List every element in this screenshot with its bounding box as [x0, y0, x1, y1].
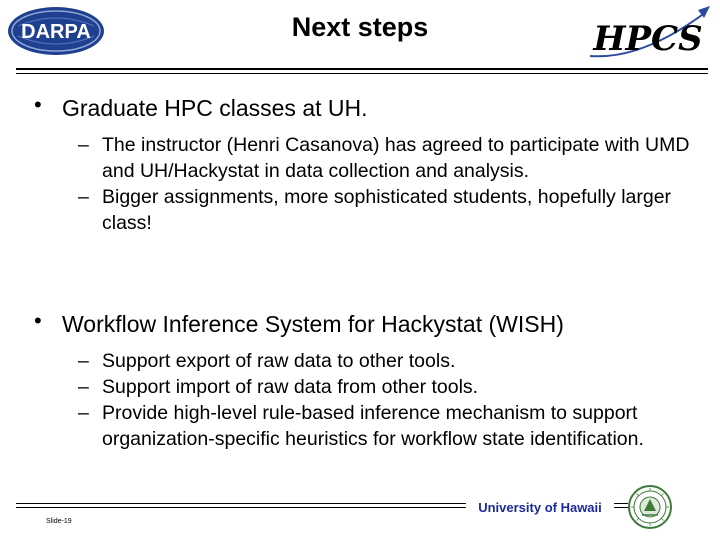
sub-item — [0, 400, 714, 452]
header-rule-thin — [16, 73, 708, 74]
sub-item-text: Support import of raw data from other tools. — [102, 376, 479, 398]
footer-organization: University of Hawaii — [466, 498, 614, 518]
bullet-text: Workflow Inference System for Hackystat (WISH) — [62, 311, 564, 337]
dash-icon: – — [78, 134, 89, 156]
dash-icon: – — [78, 376, 89, 398]
darpa-logo-text: DARPA — [21, 21, 91, 43]
hpcs-logo-text: HPCS — [593, 19, 703, 59]
dash-icon: – — [78, 402, 89, 424]
dash-icon: – — [78, 350, 89, 372]
sub-item — [0, 374, 714, 400]
bullet-dot-icon: • — [34, 92, 42, 117]
bullet-dot-icon: • — [34, 308, 42, 333]
sub-item — [0, 348, 714, 374]
slide-number: Slide-19 — [46, 518, 72, 525]
bullet-group-2 — [0, 310, 720, 452]
bullet-group-1 — [0, 94, 720, 236]
sub-list — [0, 348, 720, 452]
bullet-text: Graduate HPC classes at UH. — [62, 95, 368, 121]
sub-item-text: The instructor (Henri Casanova) has agreed to participate with UMD and UH/Hackystat in data collection and analysis. — [102, 134, 690, 182]
sub-item — [0, 184, 714, 236]
hpcs-logo — [582, 2, 714, 66]
sub-item-text: Support export of raw data to other tools. — [102, 350, 456, 372]
sub-item-text: Bigger assignments, more sophisticated students, hopefully larger class! — [102, 186, 672, 234]
dash-icon: – — [78, 186, 89, 208]
header-rule — [16, 68, 708, 70]
slide-title: Next steps — [291, 12, 429, 42]
sub-list — [0, 132, 720, 236]
university-seal-icon — [628, 485, 672, 529]
sub-item — [0, 132, 714, 184]
sub-item-text: Provide high-level rule-based inference mechanism to support organization-specific heuristics for workflow state identification. — [102, 402, 644, 450]
